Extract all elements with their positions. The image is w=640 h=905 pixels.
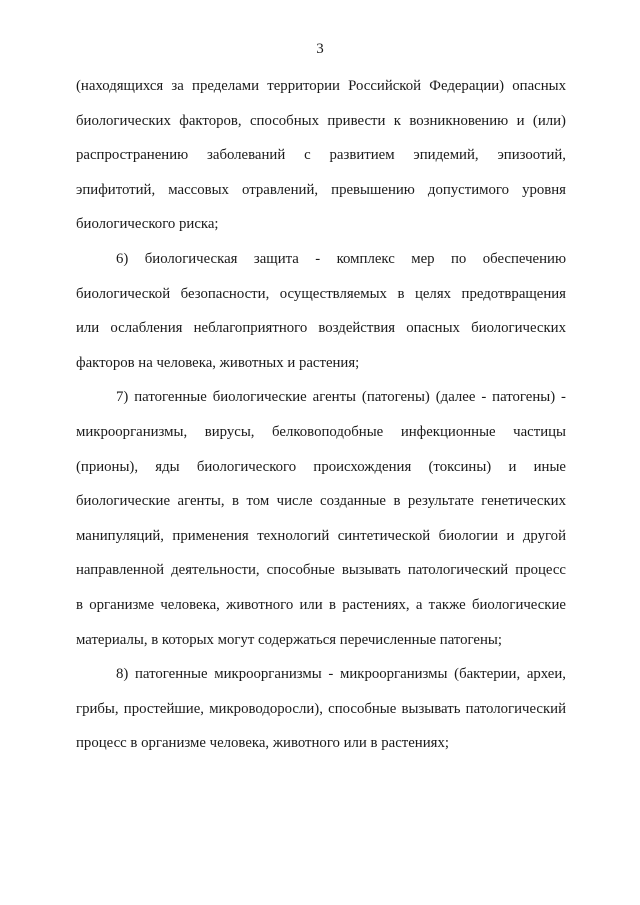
text-line: направленной деятельности, способные вызывать патологический процесс (76, 562, 566, 579)
text-line: материалы, в которых могут содержаться перечисленные патогены; (76, 631, 502, 648)
paragraph-item-7 (76, 388, 566, 665)
text-line: биологические агенты, в том числе созданные в результате генетических (76, 493, 566, 510)
text-line: биологического риска; (76, 216, 219, 233)
text-line: 8) патогенные микроорганизмы - микроорганизмы (бактерии, археи, (116, 666, 566, 683)
document-body (76, 77, 566, 769)
text-line: 6) биологическая защита - комплекс мер по обеспечению (116, 250, 566, 267)
text-line: манипуляций, применения технологий синтетической биологии и другой (76, 527, 566, 544)
text-line: (прионы), яды биологического происхождения (токсины) и иные (76, 458, 566, 475)
text-line: микроорганизмы, вирусы, белковоподобные инфекционные частицы (76, 423, 566, 440)
text-line: процесс в организме человека, животного или в растениях; (76, 735, 449, 752)
text-line: 7) патогенные биологические агенты (патогены) (далее - патогены) - (116, 389, 566, 406)
text-line: факторов на человека, животных и растения; (76, 354, 360, 371)
paragraph-continuation (76, 77, 566, 250)
paragraph-item-6 (76, 250, 566, 388)
text-line: в организме человека, животного или в растениях, а также биологические (76, 596, 566, 613)
text-line: биологической безопасности, осуществляемых в целях предотвращения (76, 285, 566, 302)
text-line: (находящихся за пределами территории Российской Федерации) опасных (76, 78, 566, 94)
text-line: или ослабления неблагоприятного воздействия опасных биологических (76, 320, 566, 337)
page-number: 3 (316, 41, 324, 57)
text-line: эпифитотий, массовых отравлений, превышению допустимого уровня (76, 181, 566, 198)
paragraph-item-8 (76, 665, 566, 769)
text-line: биологических факторов, способных привести к возникновению и (или) (76, 112, 566, 129)
text-line: распространению заболеваний с развитием эпидемий, эпизоотий, (76, 147, 566, 164)
text-line: грибы, простейшие, микроводоросли), способные вызывать патологический (76, 700, 566, 717)
